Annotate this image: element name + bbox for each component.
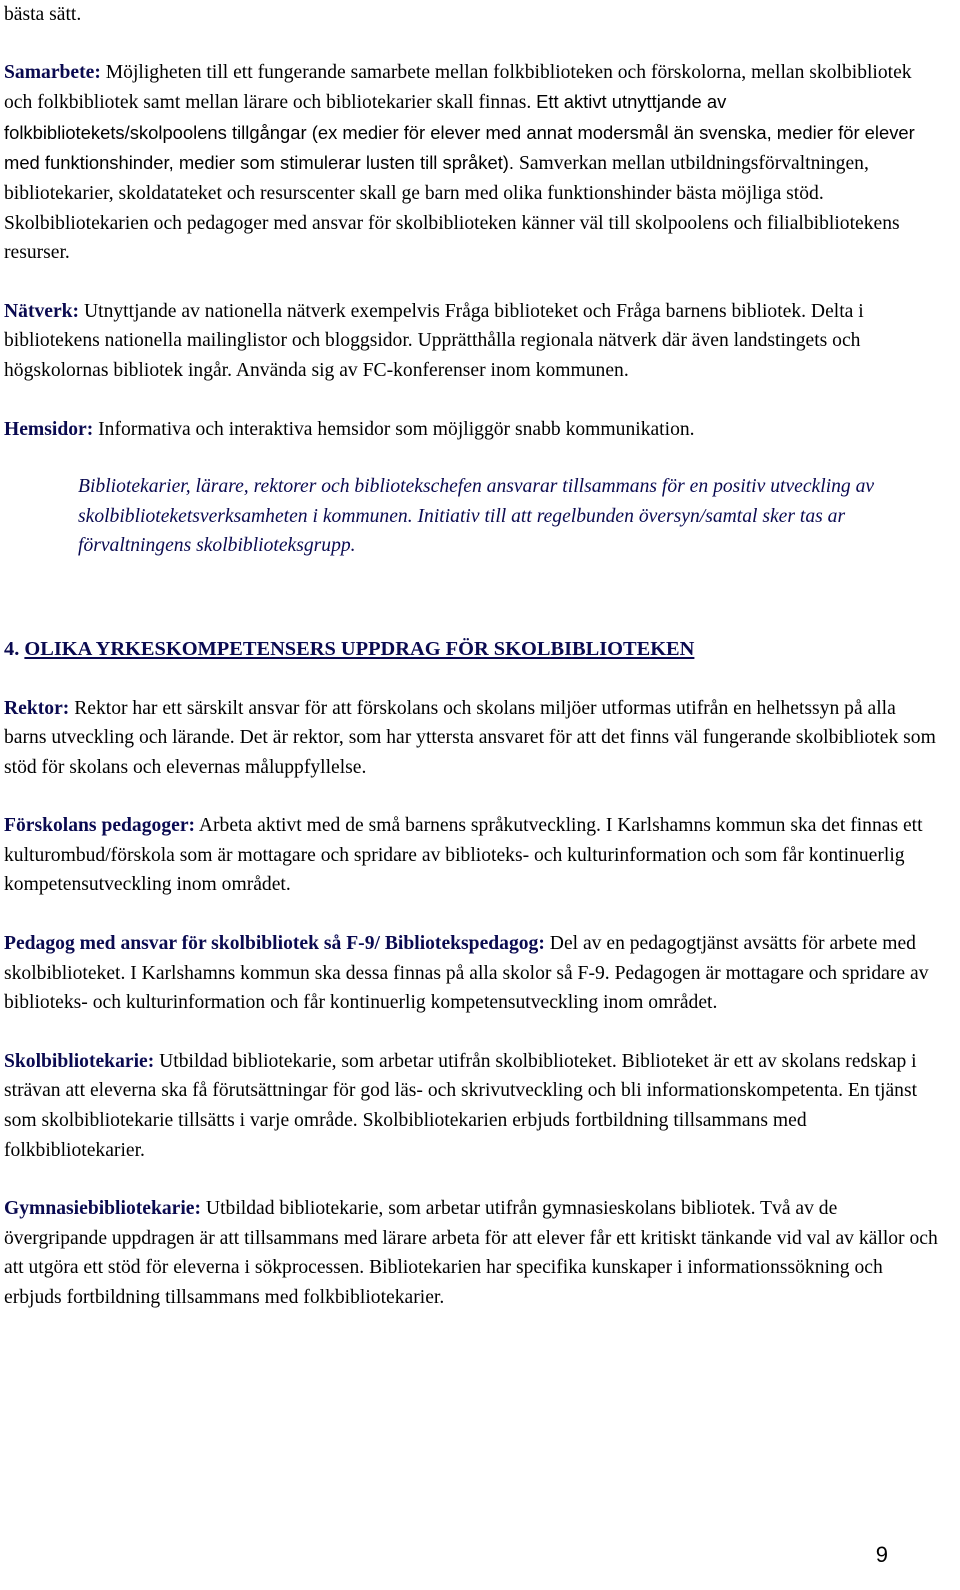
- samarbete-text-b: Ett aktivt utnyttjande av folkbibliotekets/skolpoolens tillgångar (ex medier för elever med annat modersmål än svenska, medier för elever med funktionshinder, medier som stimulerar lusten till språket).: [4, 91, 915, 174]
- natverk-paragraph: [4, 297, 939, 386]
- samarbete-text-a: Möjligheten till ett fungerande samarbete mellan folkbiblioteken och förskolorna, mellan skolbibliotek och folkbibliotek samt mellan lärare och bibliotekarier skall finnas.: [4, 61, 912, 114]
- rektor-paragraph: [4, 694, 939, 783]
- document-page: [4, 0, 939, 1313]
- section-number: 4.: [4, 637, 25, 660]
- pedagog-text: Del av en pedagogtjänst avsätts för arbete med skolbiblioteket. I Karlshamns kommun ska dessa finnas på alla skolor så F-9. Pedagogen är mottagare och spridare av biblioteks- och kulturinformation och får kontinuerlig kompetensutveckling inom området.: [4, 933, 929, 1014]
- hemsidor-label: Hemsidor:: [4, 418, 94, 440]
- gymnasie-text: Utbildad bibliotekarie, som arbetar utifrån gymnasieskolans bibliotek. Två av de övergripande uppdragen är att tillsammans med lärare arbeta för att elever får ett kritiskt tänkande vid val av källor och att utgöra ett stöd för eleverna i sökprocessen. Bibliotekarien har specifika kunskaper i informationssökning och erbjuds fortbildning tillsammans med folkbibliotekarier.: [4, 1198, 938, 1308]
- samarbete-text-c: Samverkan mellan utbildningsförvaltningen, bibliotekarier, skoldatateket och resurscenter skall ge barn med olika funktionshinder bästa möjliga stöd. Skolbibliotekarien och pedagoger med ansvar för skolbiblioteken känner väl till skolpoolens och filialbibliotekens resurser.: [4, 153, 900, 264]
- natverk-text: Utnyttjande av nationella nätverk exempelvis Fråga biblioteket och Fråga barnens bibliotek. Delta i bibliotekens nationella mailinglistor och bloggsidor. Upprätthålla regionala nätverk där även landstingets och högskolornas bibliotek ingår. Använda sig av FC-konferenser inom kommunen.: [4, 300, 864, 381]
- forskolans-text: Arbeta aktivt med de små barnens språkutveckling. I Karlshamns kommun ska det finnas ett kulturombud/förskola som är mottagare och spridare av biblioteks- och kulturinformation och som får kontinuerlig kompetensutveckling inom området.: [4, 815, 923, 896]
- forskolans-label: Förskolans pedagoger:: [4, 815, 196, 837]
- pedagog-label: Pedagog med ansvar för skolbibliotek så F-9/ Bibliotekspedagog:: [4, 933, 545, 955]
- pedagog-paragraph: [4, 929, 939, 1018]
- skolbibliotekarie-text: Utbildad bibliotekarie, som arbetar utifrån skolbiblioteket. Biblioteket är ett av skolans redskap i strävan att eleverna ska få förutsättningar för god läs- och skrivutveckling och bli informationskompetenta. En tjänst som skolbibliotekarie tillsätts i varje område. Skolbibliotekarien erbjuds fortbildning tillsammans med folkbibliotekarier.: [4, 1050, 918, 1161]
- section-title: OLIKA YRKESKOMPETENSERS UPPDRAG FÖR SKOLBIBLIOTEKEN: [24, 637, 695, 660]
- italic-note: Bibliotekarier, lärare, rektorer och bibliotekschefen ansvarar tillsammans för en positiv utveckling av skolbiblioteketsverksamheten i kommunen. Initiativ till att regelbunden översyn/samtal sker tas ar förvaltningens skolbiblioteksgrupp.: [78, 476, 875, 557]
- rektor-text: Rektor har ett särskilt ansvar för att förskolans och skolans miljöer utformas utifrån en helhetssyn på alla barns utveckling och lärande. Det är rektor, som har yttersta ansvaret för att det finns väl fungerande skolbibliotek som stöd för skolans och elevernas måluppfyllelse.: [4, 697, 936, 778]
- hemsidor-paragraph: [4, 415, 939, 445]
- forskolans-paragraph: [4, 811, 939, 900]
- gymnasie-paragraph: [4, 1194, 939, 1312]
- skolbibliotekarie-label: Skolbibliotekarie:: [4, 1050, 155, 1072]
- natverk-label: Nätverk:: [4, 300, 80, 322]
- section-heading: [4, 635, 939, 665]
- skolbibliotekarie-paragraph: [4, 1047, 939, 1165]
- samarbete-label: Samarbete:: [4, 61, 101, 83]
- rektor-label: Rektor:: [4, 697, 70, 719]
- page-number: 9: [875, 1542, 888, 1567]
- samarbete-paragraph: [4, 58, 939, 268]
- intro-line: bästa sätt.: [4, 4, 82, 25]
- hemsidor-text: Informativa och interaktiva hemsidor som möjliggör snabb kommunikation.: [93, 418, 695, 440]
- gymnasie-label: Gymnasiebibliotekarie:: [4, 1198, 202, 1220]
